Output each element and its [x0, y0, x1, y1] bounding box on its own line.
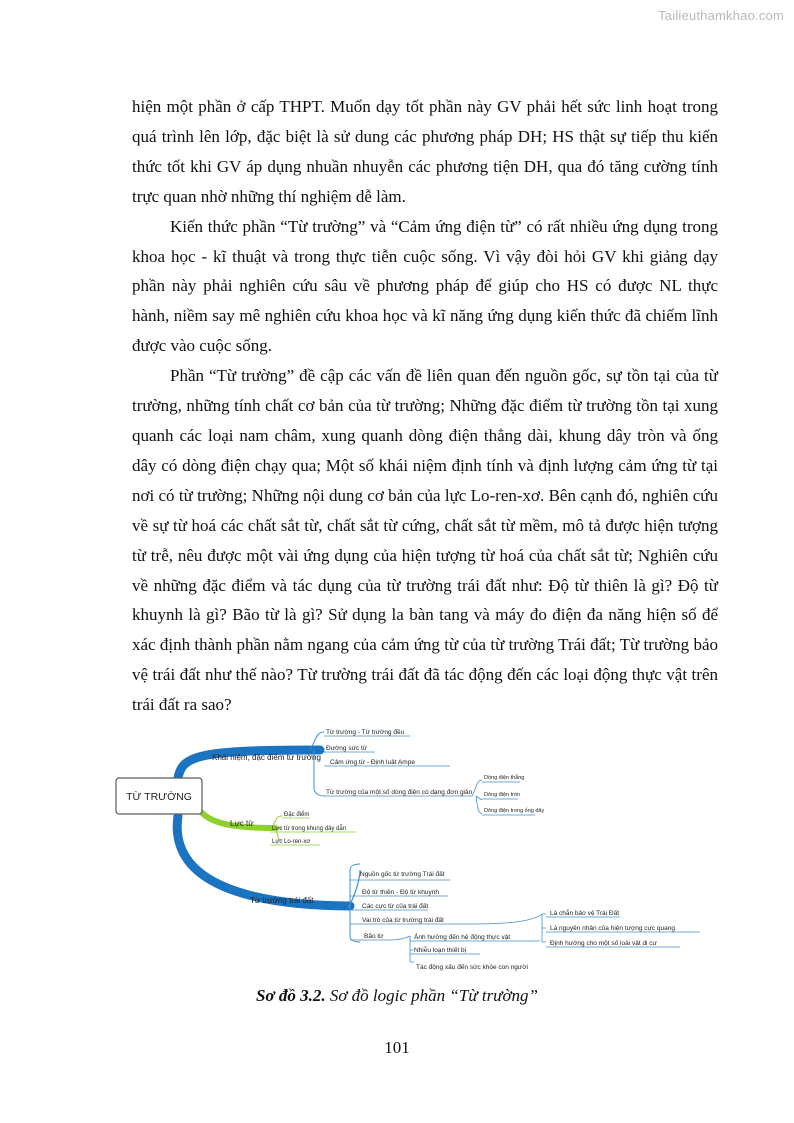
branch3-item-3: Các cực từ của trái đất [362, 903, 429, 910]
figure-caption [0, 986, 794, 1006]
branch1-subitem-3: Dòng điện trong ống dây [484, 808, 545, 814]
branch1-item-3: Cảm ứng từ - Định luật Ampe [330, 759, 415, 766]
branch1-connector [310, 732, 326, 796]
branch3-item-5: Bão từ [364, 933, 384, 940]
mindmap-diagram [110, 720, 710, 982]
bao-tu-connector [390, 936, 414, 962]
watermark: Tailieuthamkhao.com [658, 8, 784, 23]
bao-tu-item-3: Tác động xấu đến sức khỏe con người [416, 964, 528, 971]
branch1-label: Khái niệm, đặc điểm từ trường [212, 753, 321, 762]
body-text [132, 92, 718, 720]
vai-tro-item-3: Định hướng cho một số loài vật di cư [550, 940, 657, 947]
vai-tro-item-1: Là chắn bảo vệ Trái Đất [550, 910, 620, 917]
branch3-item-4: Vai trò của từ trường trái đất [362, 917, 444, 924]
branch2-item-2: Lực từ trong khung dây dẫn [272, 826, 347, 832]
branch3-label: Từ trường trái đất [250, 896, 314, 905]
paragraph-1: hiện một phần ở cấp THPT. Muốn dạy tốt phần này GV phải hết sức linh hoạt trong quá trình lên lớp, đặc biệt là sử dung các phương pháp DH; HS thật sự tiếp thu kiến thức tốt khi GV áp dụng nhuần nhuyễn các phương tiện DH, qua đó tăng cường tính trực quan nhờ những thí nghiệm dễ làm. [132, 97, 718, 206]
paragraph-3: Phần “Từ trường” đề cập các vấn đề liên quan đến nguồn gốc, sự tồn tại của từ trường, những tính chất cơ bản của từ trường; Những đặc điểm từ trường tồn tại xung quanh các loại nam châm, xung quanh dòng điện thẳng dài, khung dây tròn và ống dây có dòng điện chạy qua; Một số khái niệm định tính và định lượng cảm ứng từ tại nơi có từ trường; Những nội dung cơ bản của lực Lo-ren-xơ. Bên cạnh đó, nghiên cứu về sự từ hoá các chất sắt từ, chất sắt từ cứng, chất sắt từ mềm, mô tả được hiện tượng từ trễ, nêu được một vài ứng dụng của hiện tượng từ hoá của chất sắt từ; Nghiên cứu về những đặc điểm và tác dụng của từ trường trái đất như: Độ từ thiên là gì? Độ từ khuynh là gì? Bão từ là gì? Sử dụng la bàn tang và máy đo điện đa năng hiện số để xác định thành phần nằm ngang của cảm ứng từ của từ trường Trái đất; Từ trường bảo vệ trái đất như thế nào? Từ trường trái đất đã tác động đến các loại động thực vật trên trái đất ra sao? [132, 366, 718, 715]
bao-tu-item-1: Ảnh hưởng đến hệ động thực vật [414, 934, 511, 941]
branch1-subitem-2: Dòng điện tròn [484, 792, 521, 798]
root-label: TỪ TRƯỜNG [126, 791, 192, 803]
branch1-item-1: Từ trường - Từ trường đều [326, 729, 405, 736]
bao-tu-item-2: Nhiễu loạn thiết bị [414, 947, 467, 954]
branch1-item-2: Đường sức từ [326, 745, 368, 752]
caption-text: Sơ đồ logic phần “Từ trường” [325, 986, 538, 1005]
branch3-item-1: Nguồn gốc từ trường Trái đất [360, 871, 445, 878]
caption-number: Sơ đồ 3.2. [256, 986, 326, 1005]
page-number: 101 [384, 1038, 410, 1057]
branch2-item-3: Lực Lo-ren-xơ [272, 839, 311, 845]
branch2-label: Lực từ [230, 819, 254, 828]
branch1-subitem-1: Dòng điện thẳng [484, 775, 525, 781]
branch1-item-4: Từ trường của một số dòng điện có dạng đơn giản [326, 789, 473, 796]
branch1-sub-connector [472, 780, 482, 814]
paragraph-2: Kiến thức phần “Từ trường” và “Cảm ứng điện từ” có rất nhiều ứng dụng trong khoa học - kĩ thuật và trong thực tiễn cuộc sống. Vì vậy đòi hỏi GV khi giảng dạy phần này phải nghiên cứu sâu về phương pháp để giúp cho HS có được NL thực hành, niềm say mê nghiên cứu khoa học và kĩ năng ứng dụng kiến thức đã chiếm lĩnh được vào cuộc sống. [132, 216, 718, 356]
branch3-item-2: Độ từ thiên - Độ từ khuynh [362, 889, 439, 896]
branch2-item-1: Đặc điểm [284, 812, 310, 818]
vai-tro-item-2: Là nguyên nhân của hiện tượng cực quang [550, 925, 676, 932]
